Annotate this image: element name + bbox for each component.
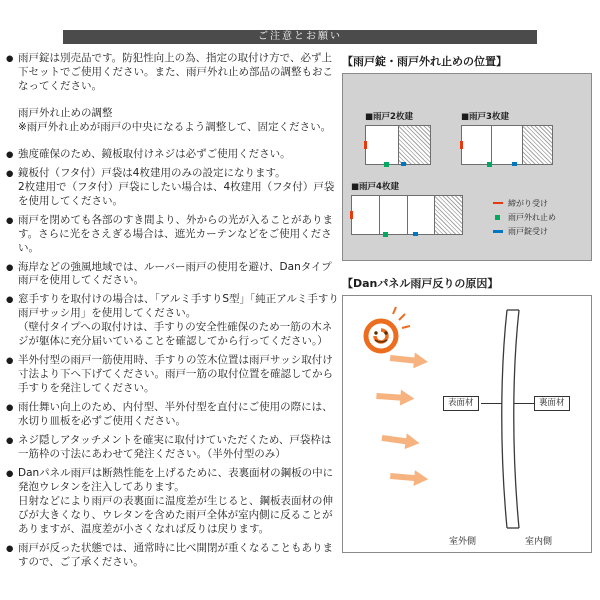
position-diagram-title: 【雨戸錠・雨戸外れ止めの位置】	[342, 55, 507, 68]
stopper-mark-icon	[383, 232, 388, 237]
bullet-icon: ●	[6, 149, 14, 160]
shutter-case-panel	[522, 126, 552, 164]
shutter-panel	[352, 196, 379, 234]
position-diagram	[342, 73, 592, 261]
note-item	[6, 467, 340, 495]
lock-catch-mark-icon	[364, 141, 367, 149]
shutter-panel	[366, 126, 398, 164]
note-item	[6, 542, 340, 570]
lock-receiver-mark-icon	[493, 230, 503, 233]
shutter-3-group	[461, 110, 553, 165]
note-text: Danパネル雨戸は断熱性能を上げるために、表裏面材の鋼板の中に発泡ウレタンを注入してあります。	[18, 466, 334, 493]
note-text: ネジ隠しアタッチメントを確実に取付けていただくため、戸袋枠は一筋枠の寸法にあわせて発注ください。（半外付型のみ）	[18, 434, 332, 460]
bullet-icon: ●	[6, 356, 14, 367]
stopper-mark-icon	[487, 162, 492, 167]
bullet-icon	[6, 121, 18, 135]
note-text: 窓手すりを取付けの場合は、「アルミ手すりS型」「純正アルミ手すり雨戸サッシ用」を使用してください。	[18, 293, 339, 320]
note-text: 雨戸錠は別売品です。防犯性向上の為、指定の取付け方で、必ず上下セットでご使用ください。また、雨戸外れ止め部品の調整もおこなってください。	[18, 52, 333, 92]
lock-catch-mark-icon	[493, 202, 503, 204]
bullet-icon	[6, 107, 18, 121]
page-header-bar	[63, 30, 537, 44]
bullet-icon: ●	[6, 168, 14, 179]
back-material-label: 裏面材	[534, 396, 570, 411]
note-item	[6, 321, 340, 349]
warp-diagram	[342, 295, 592, 553]
note-item	[6, 52, 340, 94]
shutter-4-group	[351, 180, 463, 235]
legend-item	[493, 212, 556, 222]
shutter-panel	[379, 196, 407, 234]
note-item	[6, 434, 340, 462]
bullet-icon: ●	[6, 54, 14, 64]
note-item	[6, 167, 340, 181]
note-item	[6, 148, 340, 162]
front-material-label: 表面材	[443, 396, 479, 411]
note-text: 雨戸が反った状態では、通常時に比べ開閉が重くなることもありますので、ご了承ください。	[18, 541, 333, 568]
legend-label: 締がり受け	[508, 198, 548, 208]
legend	[493, 194, 556, 236]
stopper-mark-icon	[495, 215, 500, 220]
right-column	[342, 55, 594, 553]
note-text: 雨戸を閉めても各部のすき間より、外からの光が入ることがあります。さらに光をさえぎる場合は、遮光カーテンなどをご使用ください。	[18, 213, 333, 254]
bullet-icon: ●	[6, 215, 14, 226]
indoor-side-label: 室内側	[525, 537, 553, 547]
bullet-icon	[6, 321, 18, 349]
note-item	[6, 495, 340, 537]
note-text: 強度確保のため、鏡板取付けネジは必ずご使用ください。	[18, 147, 291, 160]
note-text: （壁付タイプへの取付けは、手すりの安全性確保のため一筋の木ネジが躯体に充分届いていることを確認してから行ってください。）	[18, 321, 333, 348]
note-item	[6, 214, 340, 256]
shutter-2-label: ■雨戸2枚建	[365, 112, 413, 122]
legend-item	[493, 198, 556, 208]
warped-panel-icon	[493, 304, 533, 534]
warp-diagram-title: 【Danパネル雨戸反りの原因】	[342, 277, 499, 290]
lock-receiver-mark-icon	[401, 162, 406, 166]
note-text: 半外付型の雨戸一筋使用時、手すりの笠木位置は雨戸サッシ取付け寸法より下へ下げてください。雨戸一筋の取付位置を確認してから手すりを発注してください。	[18, 354, 333, 395]
page-header-title: ご注意とお願い	[258, 31, 342, 42]
shutter-case-panel	[434, 196, 462, 234]
note-text: 雨戸外れ止めの調整	[18, 106, 113, 119]
note-item	[6, 401, 340, 429]
lock-catch-mark-icon	[460, 141, 463, 149]
front-leader-line	[481, 403, 502, 404]
bullet-icon: ●	[6, 295, 14, 306]
note-text: 雨仕舞い向上のため、内付型、半外付型を直付にご使用の際には、水切り皿板を必ずご使用ください。	[18, 401, 333, 428]
bullet-icon: ●	[6, 468, 14, 479]
legend-label: 雨戸錠受け	[508, 226, 548, 236]
note-item	[6, 107, 340, 121]
note-text: ※雨戸外れ止めが雨戸の中央になるよう調整して、固定ください。	[18, 120, 332, 133]
shutter-3-diagram	[461, 125, 553, 165]
lock-receiver-mark-icon	[413, 232, 418, 236]
note-item	[6, 293, 340, 321]
note-text: 日射などにより雨戸の表裏面に温度差が生じると、鋼板表面材の伸びが大きくなり、ウレタンを含めた雨戸全体が室内側に反ることがありますが、温度差が小さくなれば反りは戻ります。	[18, 494, 333, 535]
note-text: 鏡板付（フタ付）戸袋は4枚建用のみの設定になります。	[18, 166, 286, 179]
notes-column	[6, 52, 340, 570]
outdoor-side-label: 室外側	[449, 537, 477, 547]
shutter-3-label: ■雨戸3枚建	[461, 112, 509, 122]
note-item	[6, 354, 340, 396]
legend-label: 雨戸外れ止め	[508, 212, 556, 222]
shutter-2-diagram	[365, 125, 431, 165]
bullet-icon: ●	[6, 543, 14, 554]
shutter-panel	[491, 126, 521, 164]
note-text: 2枚建用で（フタ付）戸袋にしたい場合は、4枚建用（フタ付）戸袋を使用してください。	[18, 180, 335, 207]
bullet-icon: ●	[6, 262, 14, 273]
shutter-panel	[407, 196, 435, 234]
heat-arrows-icon	[373, 346, 488, 506]
note-text: 海岸などの強風地域では、ルーバー雨戸の使用を避け、Danタイプ雨戸を使用してください。	[18, 260, 332, 287]
bullet-icon	[6, 181, 18, 209]
shutter-4-diagram	[351, 195, 463, 235]
lock-receiver-mark-icon	[512, 162, 517, 166]
bullet-icon: ●	[6, 403, 14, 414]
note-item	[6, 261, 340, 289]
shutter-2-group	[365, 110, 431, 165]
lock-catch-mark-icon	[350, 211, 353, 219]
legend-item	[493, 226, 556, 236]
bullet-icon: ●	[6, 436, 14, 447]
shutter-panel	[462, 126, 491, 164]
shutter-4-label: ■雨戸4枚建	[351, 182, 399, 192]
stopper-mark-icon	[384, 162, 389, 167]
bullet-icon	[6, 495, 18, 537]
back-leader-line	[514, 403, 534, 404]
note-item	[6, 121, 340, 135]
shutter-case-panel	[398, 126, 431, 164]
note-item	[6, 181, 340, 209]
